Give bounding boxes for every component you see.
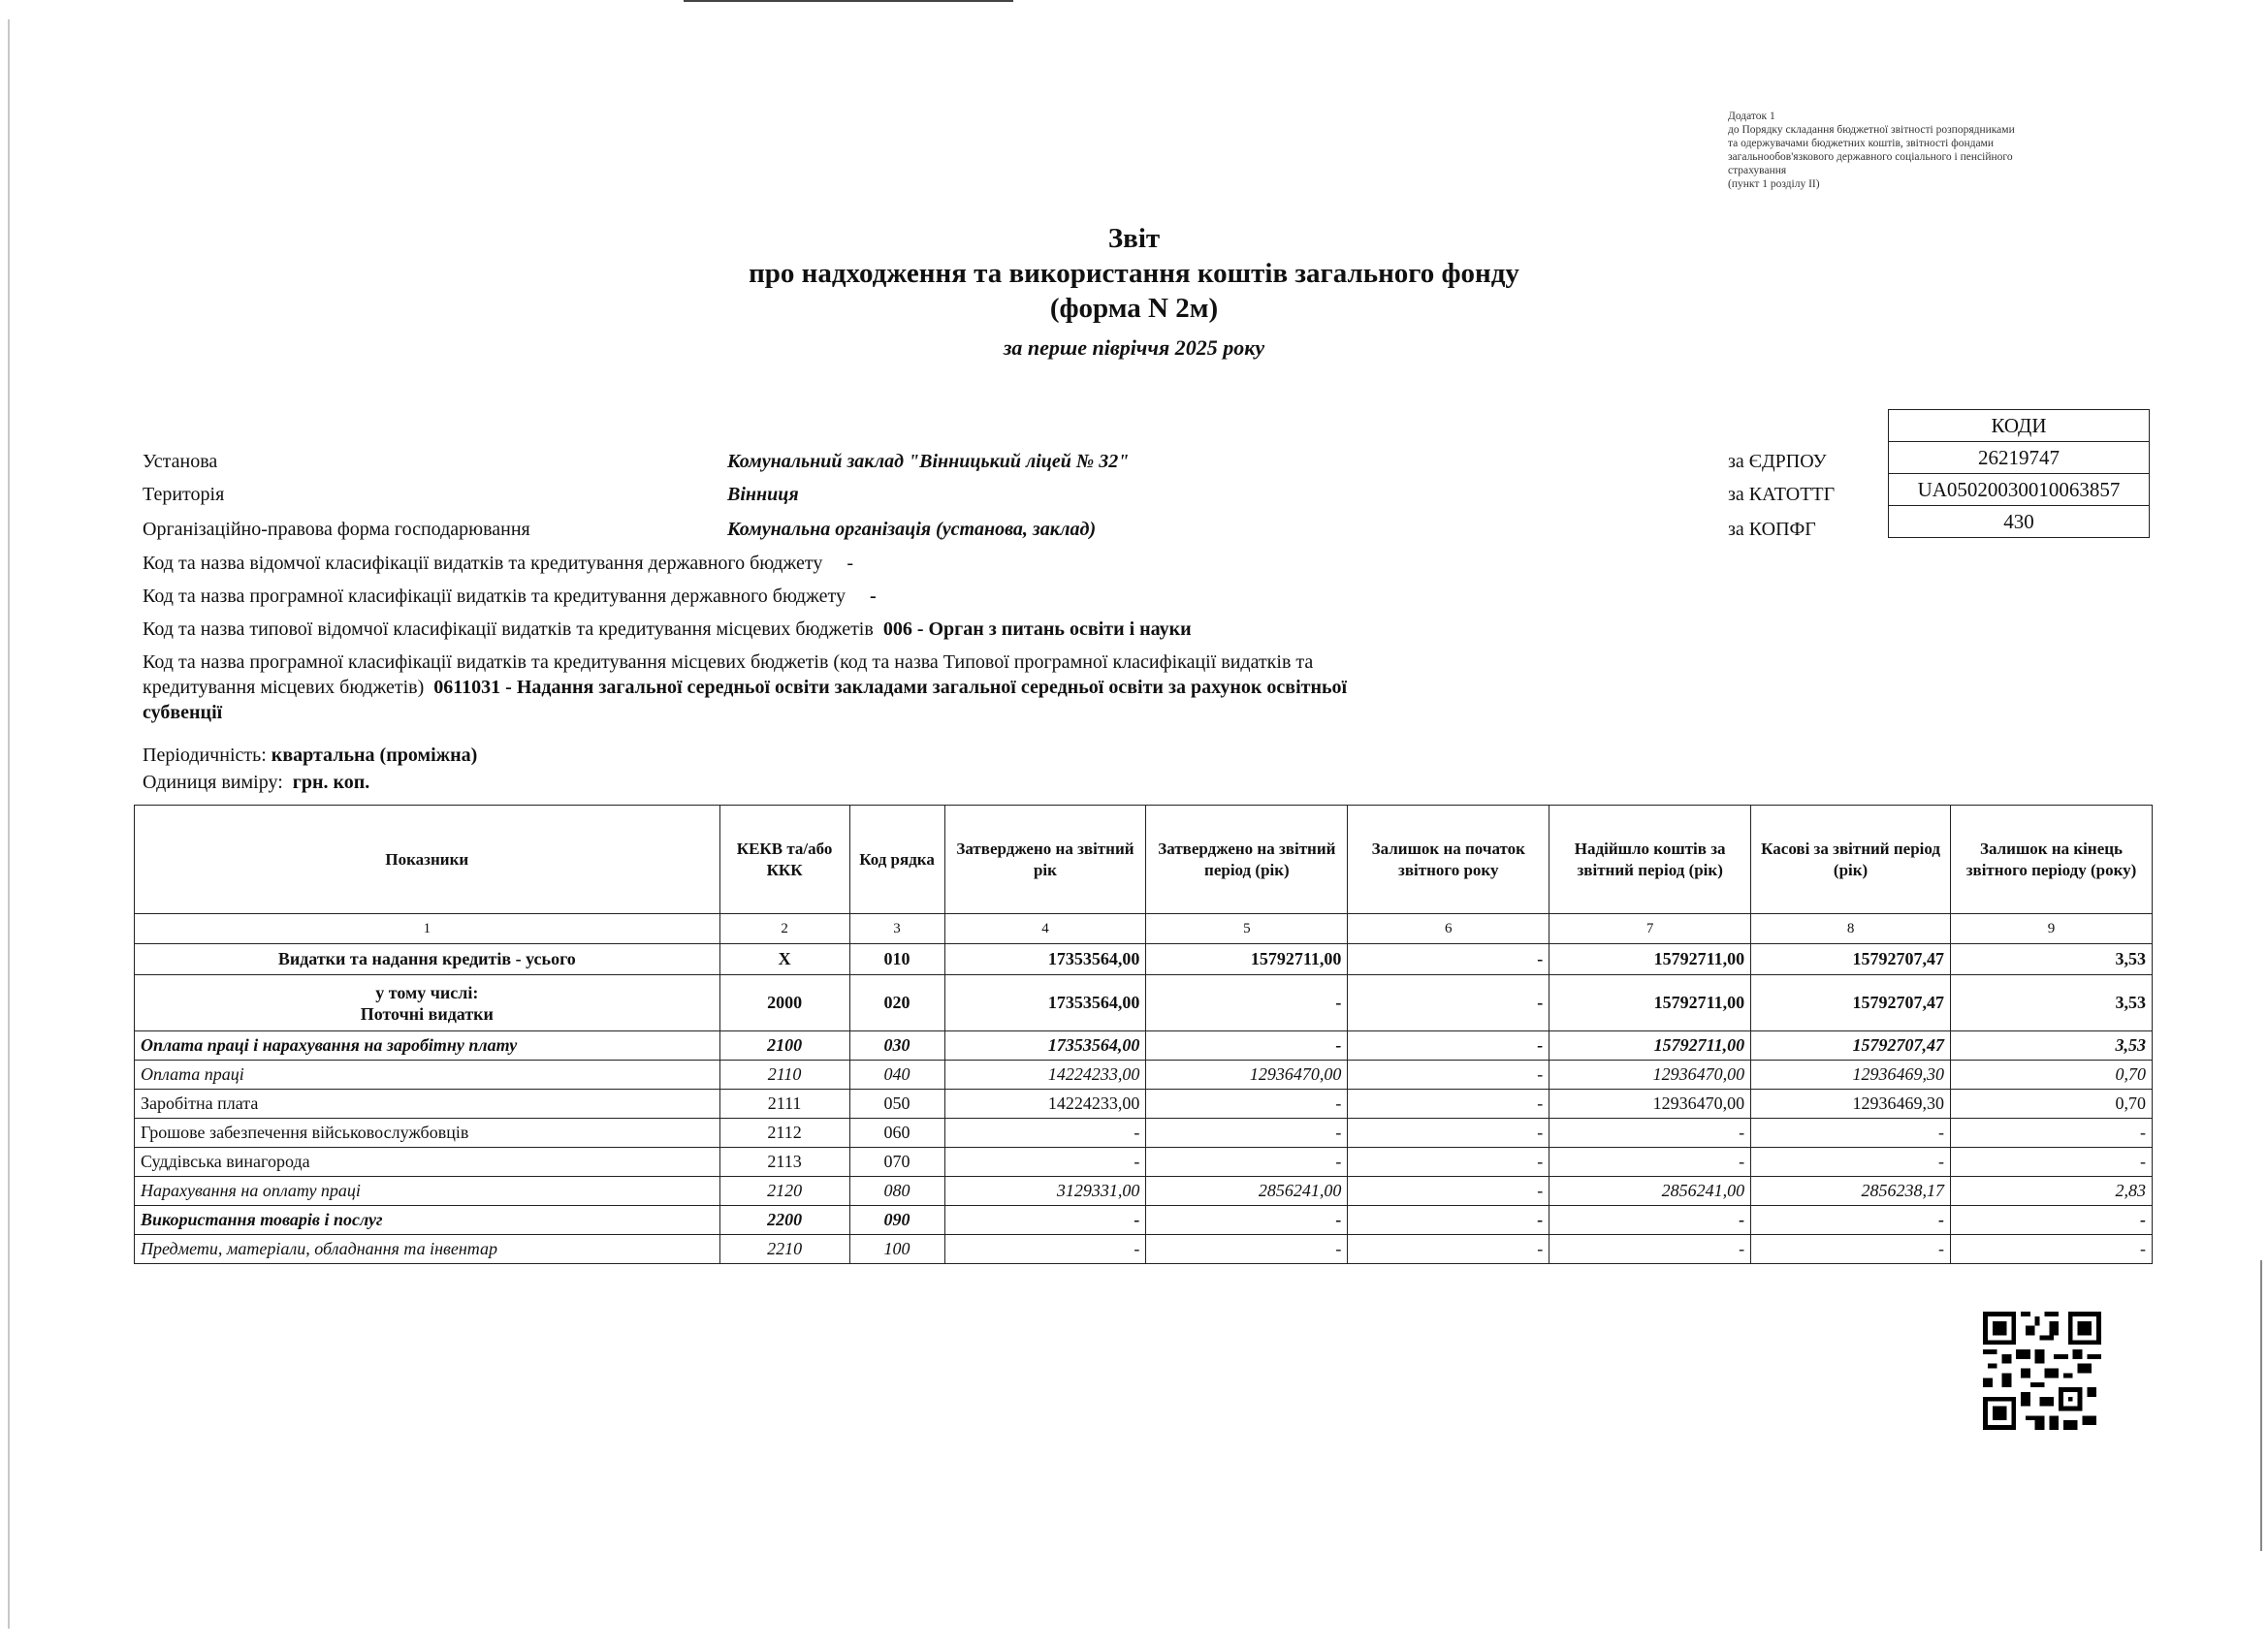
appendix-line: (пункт 1 розділу II) xyxy=(1728,178,1820,190)
row-cash: 15792707,47 xyxy=(1751,944,1951,975)
row-kekv: 2210 xyxy=(719,1235,849,1264)
row-kekv: 2000 xyxy=(719,975,849,1031)
row-code: 010 xyxy=(849,944,944,975)
row-code: 030 xyxy=(849,1031,944,1061)
row-code: 050 xyxy=(849,1090,944,1119)
appendix-line: страхування xyxy=(1728,165,1787,176)
table-row xyxy=(135,1119,2153,1148)
column-index: 9 xyxy=(1951,914,2153,944)
local-prog-block xyxy=(143,650,1655,725)
column-index: 8 xyxy=(1751,914,1951,944)
row-kekv: 2112 xyxy=(719,1119,849,1148)
row-balance-start: - xyxy=(1348,1235,1549,1264)
kopfg-code: 430 xyxy=(1889,506,2150,538)
territory-value: Вінниця xyxy=(727,484,799,505)
row-code: 040 xyxy=(849,1061,944,1090)
row-balance-end: - xyxy=(1951,1206,2153,1235)
row-balance-end: 3,53 xyxy=(1951,1031,2153,1061)
org-form-label: Організаційно-правова форма господарювання xyxy=(143,519,530,540)
row-kekv: 2111 xyxy=(719,1090,849,1119)
row-approved-period: 2856241,00 xyxy=(1146,1177,1348,1206)
row-received: 15792711,00 xyxy=(1549,1031,1751,1061)
prog-class-value: - xyxy=(869,586,877,607)
row-approved-year: - xyxy=(944,1235,1146,1264)
row-code: 020 xyxy=(849,975,944,1031)
unit-value: грн. коп. xyxy=(292,772,370,793)
row-balance-end: 3,53 xyxy=(1951,975,2153,1031)
scan-border-right xyxy=(2260,1260,2262,1551)
row-balance-start: - xyxy=(1348,944,1549,975)
appendix-line: загальнообов'язкового державного соціального і пенсійного xyxy=(1728,151,2013,163)
row-approved-year: - xyxy=(944,1206,1146,1235)
row-kekv: 2120 xyxy=(719,1177,849,1206)
table-row xyxy=(135,1061,2153,1090)
row-balance-start: - xyxy=(1348,1206,1549,1235)
typical-dept-label: Код та назва типової відомчої класифікації видатків та кредитування місцевих бюджетів xyxy=(143,618,874,640)
row-cash: - xyxy=(1751,1235,1951,1264)
row-name: Нарахування на оплату праці xyxy=(135,1177,720,1206)
row-approved-year: 17353564,00 xyxy=(944,1031,1146,1061)
edrpou-code: 26219747 xyxy=(1889,442,2150,474)
row-balance-end: 3,53 xyxy=(1951,944,2153,975)
row-cash: 12936469,30 xyxy=(1751,1061,1951,1090)
row-balance-start: - xyxy=(1348,1148,1549,1177)
row-balance-end: 2,83 xyxy=(1951,1177,2153,1206)
row-balance-end: 0,70 xyxy=(1951,1061,2153,1090)
row-kekv: X xyxy=(719,944,849,975)
prog-class-label: Код та назва програмної класифікації видатків та кредитування державного бюджету xyxy=(143,586,846,607)
column-index: 2 xyxy=(719,914,849,944)
column-index: 6 xyxy=(1348,914,1549,944)
row-received: - xyxy=(1549,1206,1751,1235)
edrpou-label: за ЄДРПОУ xyxy=(1728,451,1827,472)
row-name: Заробітна плата xyxy=(135,1090,720,1119)
row-approved-year: - xyxy=(944,1119,1146,1148)
row-name-main: Поточні видатки xyxy=(360,1003,494,1024)
dept-class-line xyxy=(143,553,853,575)
row-received: 2856241,00 xyxy=(1549,1177,1751,1206)
territory-label: Територія xyxy=(143,484,225,505)
institution-value: Комунальний заклад "Вінницький ліцей № 32" xyxy=(727,451,1130,472)
katottg-code: UA05020030010063857 xyxy=(1889,474,2150,506)
row-name: Використання товарів і послуг xyxy=(135,1206,720,1235)
report-form-number: (форма N 2м) xyxy=(1049,293,1219,324)
row-balance-end: - xyxy=(1951,1119,2153,1148)
row-code: 060 xyxy=(849,1119,944,1148)
row-received: - xyxy=(1549,1119,1751,1148)
local-prog-value-1: 0611031 - Надання загальної середньої освіти закладами загальної середньої освіти за рахунок освітньої xyxy=(433,677,1348,698)
kopfg-label: за КОПФГ xyxy=(1728,519,1816,540)
row-approved-year: 17353564,00 xyxy=(944,944,1146,975)
row-cash: 2856238,17 xyxy=(1751,1177,1951,1206)
row-approved-period: - xyxy=(1146,1235,1348,1264)
column-index: 7 xyxy=(1549,914,1751,944)
table-row xyxy=(135,944,2153,975)
row-kekv: 2200 xyxy=(719,1206,849,1235)
column-index: 5 xyxy=(1146,914,1348,944)
periodicity-label: Періодичність: xyxy=(143,745,267,766)
dept-class-label: Код та назва відомчої класифікації видатків та кредитування державного бюджету xyxy=(143,553,823,574)
row-received: - xyxy=(1549,1148,1751,1177)
header-balance-end: Залишок на кінець звітного періоду (року) xyxy=(1951,806,2153,914)
row-code: 100 xyxy=(849,1235,944,1264)
row-name: Предмети, матеріали, обладнання та інвентар xyxy=(135,1235,720,1264)
row-kekv: 2110 xyxy=(719,1061,849,1090)
katottg-label: за КАТОТТГ xyxy=(1728,484,1836,505)
unit-label: Одиниця виміру: xyxy=(143,772,283,793)
table-row xyxy=(135,975,2153,1031)
row-cash: 12936469,30 xyxy=(1751,1090,1951,1119)
row-approved-year: 14224233,00 xyxy=(944,1090,1146,1119)
row-code: 090 xyxy=(849,1206,944,1235)
dept-class-value: - xyxy=(847,553,853,574)
row-kekv: 2100 xyxy=(719,1031,849,1061)
local-prog-value-2: субвенції xyxy=(143,702,223,723)
row-balance-end: - xyxy=(1951,1235,2153,1264)
row-name: Видатки та надання кредитів - усього xyxy=(135,944,720,975)
column-index: 3 xyxy=(849,914,944,944)
scan-border-top xyxy=(684,0,1013,2)
table-row xyxy=(135,1206,2153,1235)
row-cash: - xyxy=(1751,1148,1951,1177)
row-approved-period: 15792711,00 xyxy=(1146,944,1348,975)
row-balance-end: - xyxy=(1951,1148,2153,1177)
row-name-prefix: у тому числі: xyxy=(375,982,479,1002)
row-name xyxy=(135,975,720,1031)
row-balance-start: - xyxy=(1348,1119,1549,1148)
header-cash: Касові за звітний період (рік) xyxy=(1751,806,1951,914)
header-approved-year: Затверджено на звітний рік xyxy=(944,806,1146,914)
row-approved-year: 17353564,00 xyxy=(944,975,1146,1031)
row-received: 12936470,00 xyxy=(1549,1061,1751,1090)
appendix-note xyxy=(1728,110,2135,191)
row-balance-start: - xyxy=(1348,975,1549,1031)
row-name: Оплата праці і нарахування на заробітну плату xyxy=(135,1031,720,1061)
column-index: 4 xyxy=(944,914,1146,944)
row-approved-period: - xyxy=(1146,1206,1348,1235)
row-approved-period: - xyxy=(1146,1031,1348,1061)
unit-line xyxy=(143,772,369,794)
qr-code xyxy=(1980,1312,2104,1430)
row-approved-period: - xyxy=(1146,975,1348,1031)
row-received: 12936470,00 xyxy=(1549,1090,1751,1119)
report-title: Звіт xyxy=(1107,223,1161,254)
table-row xyxy=(135,1235,2153,1264)
local-prog-label-1: Код та назва програмної класифікації видатків та кредитування місцевих бюджетів (код та назва Типової програмної класифікації видатків та xyxy=(143,651,1314,673)
org-form-value: Комунальна організація (установа, заклад) xyxy=(727,519,1097,540)
row-balance-start: - xyxy=(1348,1031,1549,1061)
row-name: Грошове забезпечення військовослужбовців xyxy=(135,1119,720,1148)
row-received: - xyxy=(1549,1235,1751,1264)
table-row xyxy=(135,1031,2153,1061)
row-approved-year: - xyxy=(944,1148,1146,1177)
header-kekv: КЕКВ та/або ККК xyxy=(719,806,849,914)
table-row xyxy=(135,1148,2153,1177)
row-approved-period: 12936470,00 xyxy=(1146,1061,1348,1090)
row-balance-start: - xyxy=(1348,1061,1549,1090)
periodicity-value: квартальна (проміжна) xyxy=(271,745,478,766)
institution-label: Установа xyxy=(143,451,218,472)
row-cash: 15792707,47 xyxy=(1751,975,1951,1031)
codes-table xyxy=(1888,409,2150,538)
typical-dept-line xyxy=(143,618,1192,641)
row-balance-end: 0,70 xyxy=(1951,1090,2153,1119)
report-subtitle: про надходження та використання коштів загального фонду xyxy=(749,258,1519,289)
row-cash: - xyxy=(1751,1206,1951,1235)
row-name: Оплата праці xyxy=(135,1061,720,1090)
row-name: Суддівська винагорода xyxy=(135,1148,720,1177)
row-approved-year: 3129331,00 xyxy=(944,1177,1146,1206)
prog-class-line xyxy=(143,586,877,608)
local-prog-label-2: кредитування місцевих бюджетів) xyxy=(143,677,425,698)
appendix-line: до Порядку складання бюджетної звітності розпорядниками xyxy=(1728,124,2015,136)
header-received: Надійшло коштів за звітний період (рік) xyxy=(1549,806,1751,914)
table-row xyxy=(135,1177,2153,1206)
table-row xyxy=(135,1090,2153,1119)
appendix-line: та одержувачами бюджетних коштів, звітності фондами xyxy=(1728,138,1994,149)
row-approved-period: - xyxy=(1146,1090,1348,1119)
row-approved-period: - xyxy=(1146,1119,1348,1148)
row-balance-start: - xyxy=(1348,1090,1549,1119)
row-cash: - xyxy=(1751,1119,1951,1148)
appendix-line: Додаток 1 xyxy=(1728,111,1775,122)
column-index: 1 xyxy=(135,914,720,944)
typical-dept-value: 006 - Орган з питань освіти і науки xyxy=(882,618,1192,640)
header-balance-start: Залишок на початок звітного року xyxy=(1348,806,1549,914)
header-indicators: Показники xyxy=(135,806,720,914)
periodicity-line xyxy=(143,745,477,767)
row-code: 080 xyxy=(849,1177,944,1206)
codes-header: КОДИ xyxy=(1889,410,2150,442)
row-cash: 15792707,47 xyxy=(1751,1031,1951,1061)
header-row-code: Код рядка xyxy=(849,806,944,914)
report-table xyxy=(134,805,2153,1264)
report-period: за перше півріччя 2025 року xyxy=(1003,335,1265,360)
row-balance-start: - xyxy=(1348,1177,1549,1206)
row-received: 15792711,00 xyxy=(1549,975,1751,1031)
row-received: 15792711,00 xyxy=(1549,944,1751,975)
local-prog-line-2 xyxy=(143,675,1655,700)
row-approved-year: 14224233,00 xyxy=(944,1061,1146,1090)
row-kekv: 2113 xyxy=(719,1148,849,1177)
row-approved-period: - xyxy=(1146,1148,1348,1177)
row-code: 070 xyxy=(849,1148,944,1177)
header-approved-period: Затверджено на звітний період (рік) xyxy=(1146,806,1348,914)
